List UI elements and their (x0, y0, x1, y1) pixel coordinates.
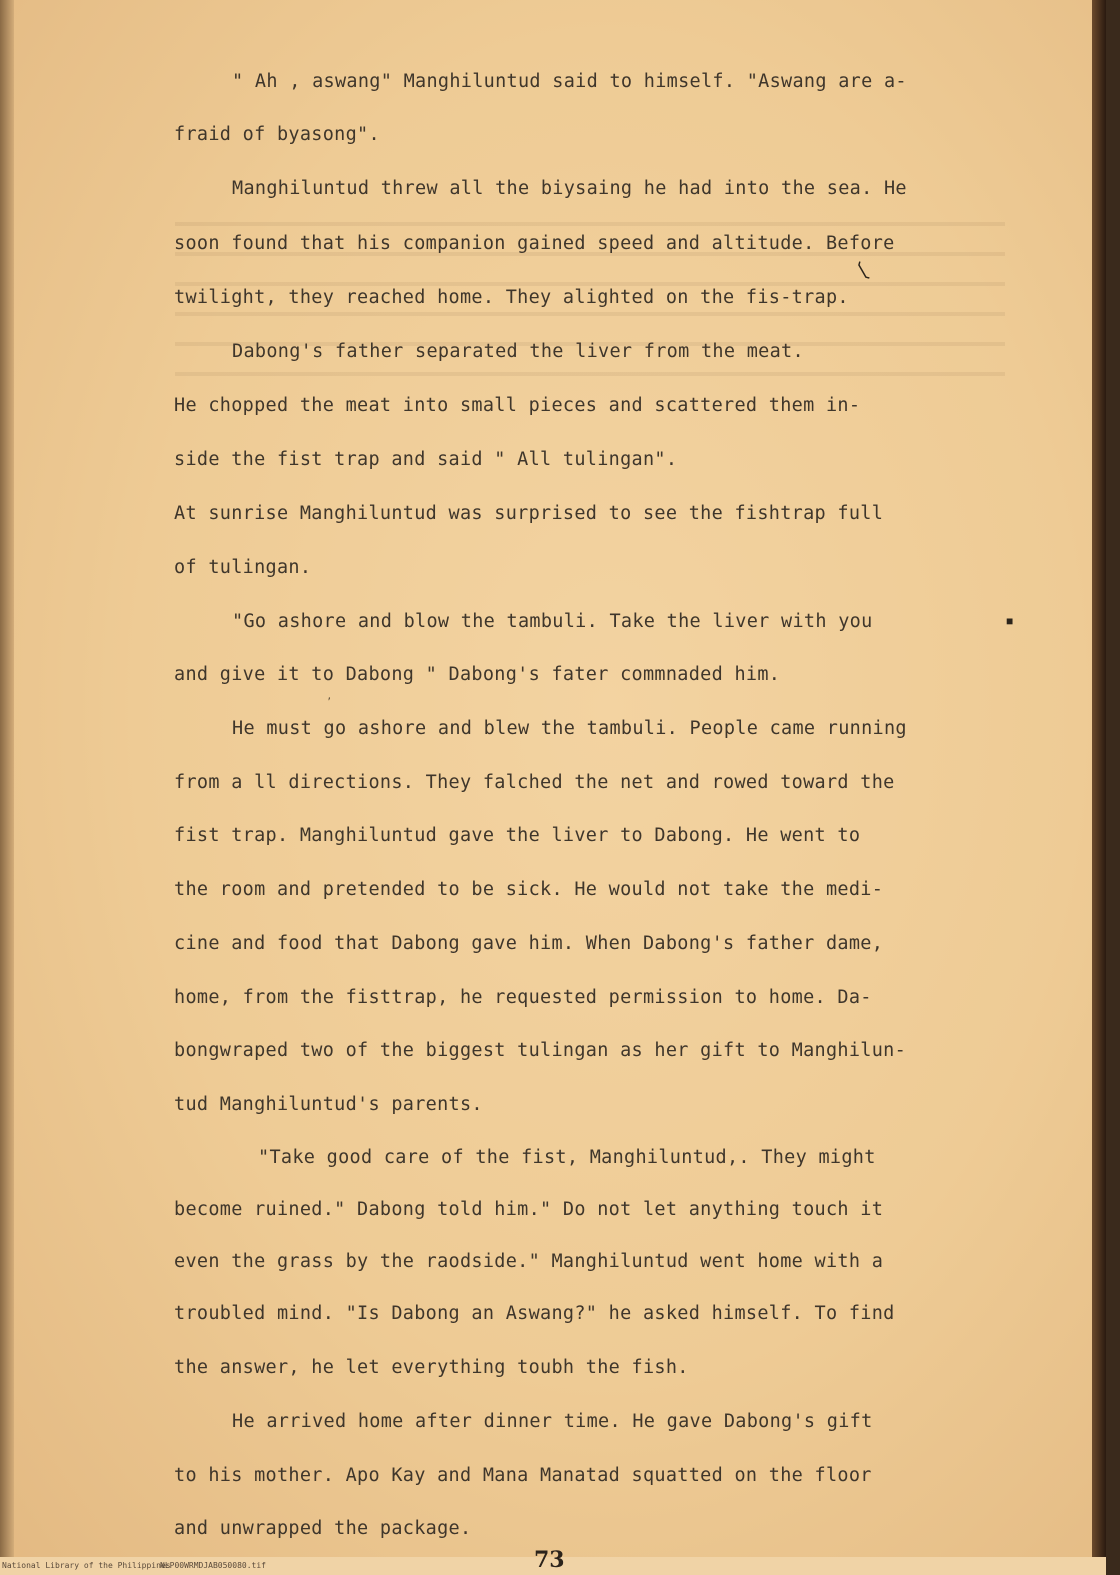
text-line: the answer, he let everything toubh the fish. (174, 1357, 689, 1378)
text-line: Dabong's father separated the liver from the meat. (232, 341, 804, 362)
text-line: and give it to Dabong " Dabong's fater commnaded him. (174, 664, 781, 685)
text-line: At sunrise Manghiluntud was surprised to see the fishtrap full (174, 503, 884, 524)
footer-source: National Library of the Philippines (2, 1561, 171, 1570)
text-line: Manghiluntud threw all the biysaing he had into the sea. He (232, 178, 907, 199)
text-line: " Ah , aswang" Manghiluntud said to himself. "Aswang are a- (232, 71, 907, 92)
text-line: tud Manghiluntud's parents. (174, 1094, 483, 1115)
footer-filename: NLP00WRMDJAB050080.tif (160, 1561, 266, 1570)
text-line: fraid of byasong". (174, 124, 380, 145)
ink-mark: ❲ (849, 256, 876, 284)
text-line: He chopped the meat into small pieces and scattered them in- (174, 395, 861, 416)
text-line: troubled mind. "Is Dabong an Aswang?" he asked himself. To find (174, 1303, 895, 1324)
text-line: to his mother. Apo Kay and Mana Manatad squatted on the floor (174, 1465, 872, 1486)
text-line: "Go ashore and blow the tambuli. Take the liver with you (232, 611, 873, 632)
text-line: home, from the fisttrap, he requested permission to home. Da- (174, 987, 872, 1008)
text-line: fist trap. Manghiluntud gave the liver to Dabong. He went to (174, 825, 861, 846)
text-line: He must go ashore and blew the tambuli. People came running (232, 718, 907, 739)
text-line: from a ll directions. They falched the net and rowed toward the (174, 772, 895, 793)
ink-mark: ′ (328, 694, 331, 708)
text-line: become ruined." Dabong told him." Do not let anything touch it (174, 1199, 884, 1220)
text-line: side the fist trap and said " All tulingan". (174, 449, 678, 470)
text-line: of tulingan. (174, 557, 312, 578)
text-line: bongwraped two of the biggest tulingan as her gift to Manghilun- (174, 1040, 907, 1061)
text-line: "Take good care of the fist, Manghiluntud,. They might (258, 1147, 876, 1168)
page-number: 73 (534, 1547, 565, 1573)
text-line: soon found that his companion gained speed and altitude. Before (174, 233, 895, 254)
text-line: He arrived home after dinner time. He gave Dabong's gift (232, 1411, 873, 1432)
text-line: even the grass by the raodside." Manghiluntud went home with a (174, 1251, 884, 1272)
text-line: the room and pretended to be sick. He would not take the medi- (174, 879, 884, 900)
text-line: cine and food that Dabong gave him. When Dabong's father dame, (174, 933, 884, 954)
text-line: and unwrapped the package. (174, 1518, 472, 1539)
strike-mark: ■ (1006, 614, 1014, 628)
text-line: twilight, they reached home. They alighted on the fis-trap. (174, 287, 849, 308)
